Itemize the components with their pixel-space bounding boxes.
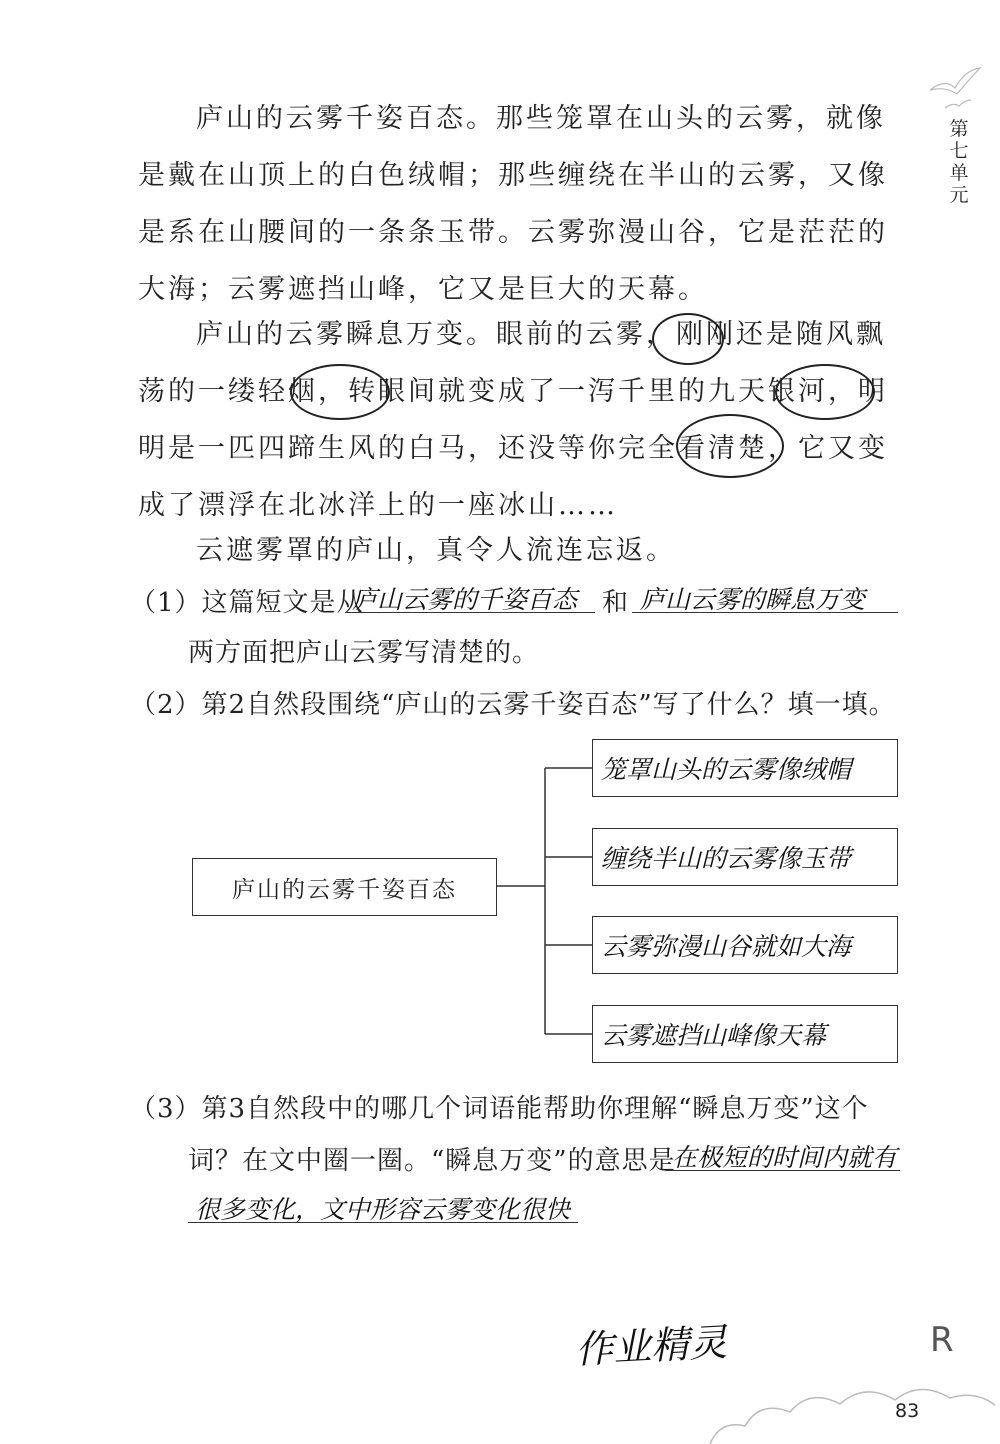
leaf-box-4 [592, 1005, 898, 1063]
q3-line-2: 词？在文中圈一圈。“瞬息万变”的意思是 [188, 1146, 676, 1176]
leaf-text-2: 缠绕半山的云雾像玉带 [601, 844, 852, 873]
q3-blank-a [665, 1170, 900, 1171]
q2-question: （2）第2自然段围绕“庐山的云雾千姿百态”写了什么？填一填。 [130, 690, 896, 720]
q3-blank-b [188, 1222, 578, 1223]
q1-middle: 和 [602, 588, 630, 618]
q1-prefix: （1）这篇短文是从 [130, 588, 364, 618]
q1-suffix: 两方面把庐山云雾写清楚的。 [188, 638, 540, 668]
q3-answer-a: 在极短的时间内就有 [672, 1143, 898, 1172]
leaf-box-1 [592, 739, 898, 797]
q1-answer-2: 庐山云雾的瞬息万变 [640, 585, 866, 614]
signature: 作业精灵 [574, 1320, 729, 1372]
leaf-box-2 [592, 828, 898, 886]
center-topic-box [192, 858, 497, 916]
leaf-box-3 [592, 916, 898, 974]
q3-answer-b: 很多变化，文中形容云雾变化很快 [195, 1195, 571, 1224]
q1-answer-1: 庐山云雾的千姿百态 [352, 585, 578, 614]
cloud-decoration [700, 1360, 1000, 1444]
q3-line-1: （3）第3自然段中的哪几个词语能帮助你理解“瞬息万变”这个 [130, 1094, 869, 1124]
leaf-text-3: 云雾弥漫山谷就如大海 [601, 932, 852, 961]
bird-icon [925, 60, 985, 115]
unit-label: 第七单元 [949, 118, 969, 206]
center-topic-text: 庐山的云雾千姿百态 [232, 876, 457, 903]
leaf-text-1: 笼罩山头的云雾像绒帽 [601, 755, 852, 784]
passage-paragraph-3: 云遮雾罩的庐山，真令人流连忘返。 [196, 535, 676, 566]
page-number: 83 [895, 1400, 920, 1422]
leaf-text-4: 云雾遮挡山峰像天幕 [601, 1021, 827, 1050]
r-mark: R [930, 1320, 954, 1360]
passage-paragraph-1: 庐山的云雾千姿百态。那些笼罩在山头的云雾，就像是戴在山顶上的白色绒帽；那些缠绕在半山的云雾，又像是系在山腰间的一条条玉带。云雾弥漫山谷，它是茫茫的大海；云雾遮挡山峰，它又是巨大的天幕。 [138, 103, 888, 305]
passage-paragraph-2: 庐山的云雾瞬息万变。眼前的云雾，刚刚还是随风飘荡的一缕轻烟，转眼间就变成了一泻千里的九天银河，明明是一匹四蹄生风的白马，还没等你完全看清楚，它又变成了漂浮在北冰洋上的一座冰山…… [138, 319, 888, 521]
